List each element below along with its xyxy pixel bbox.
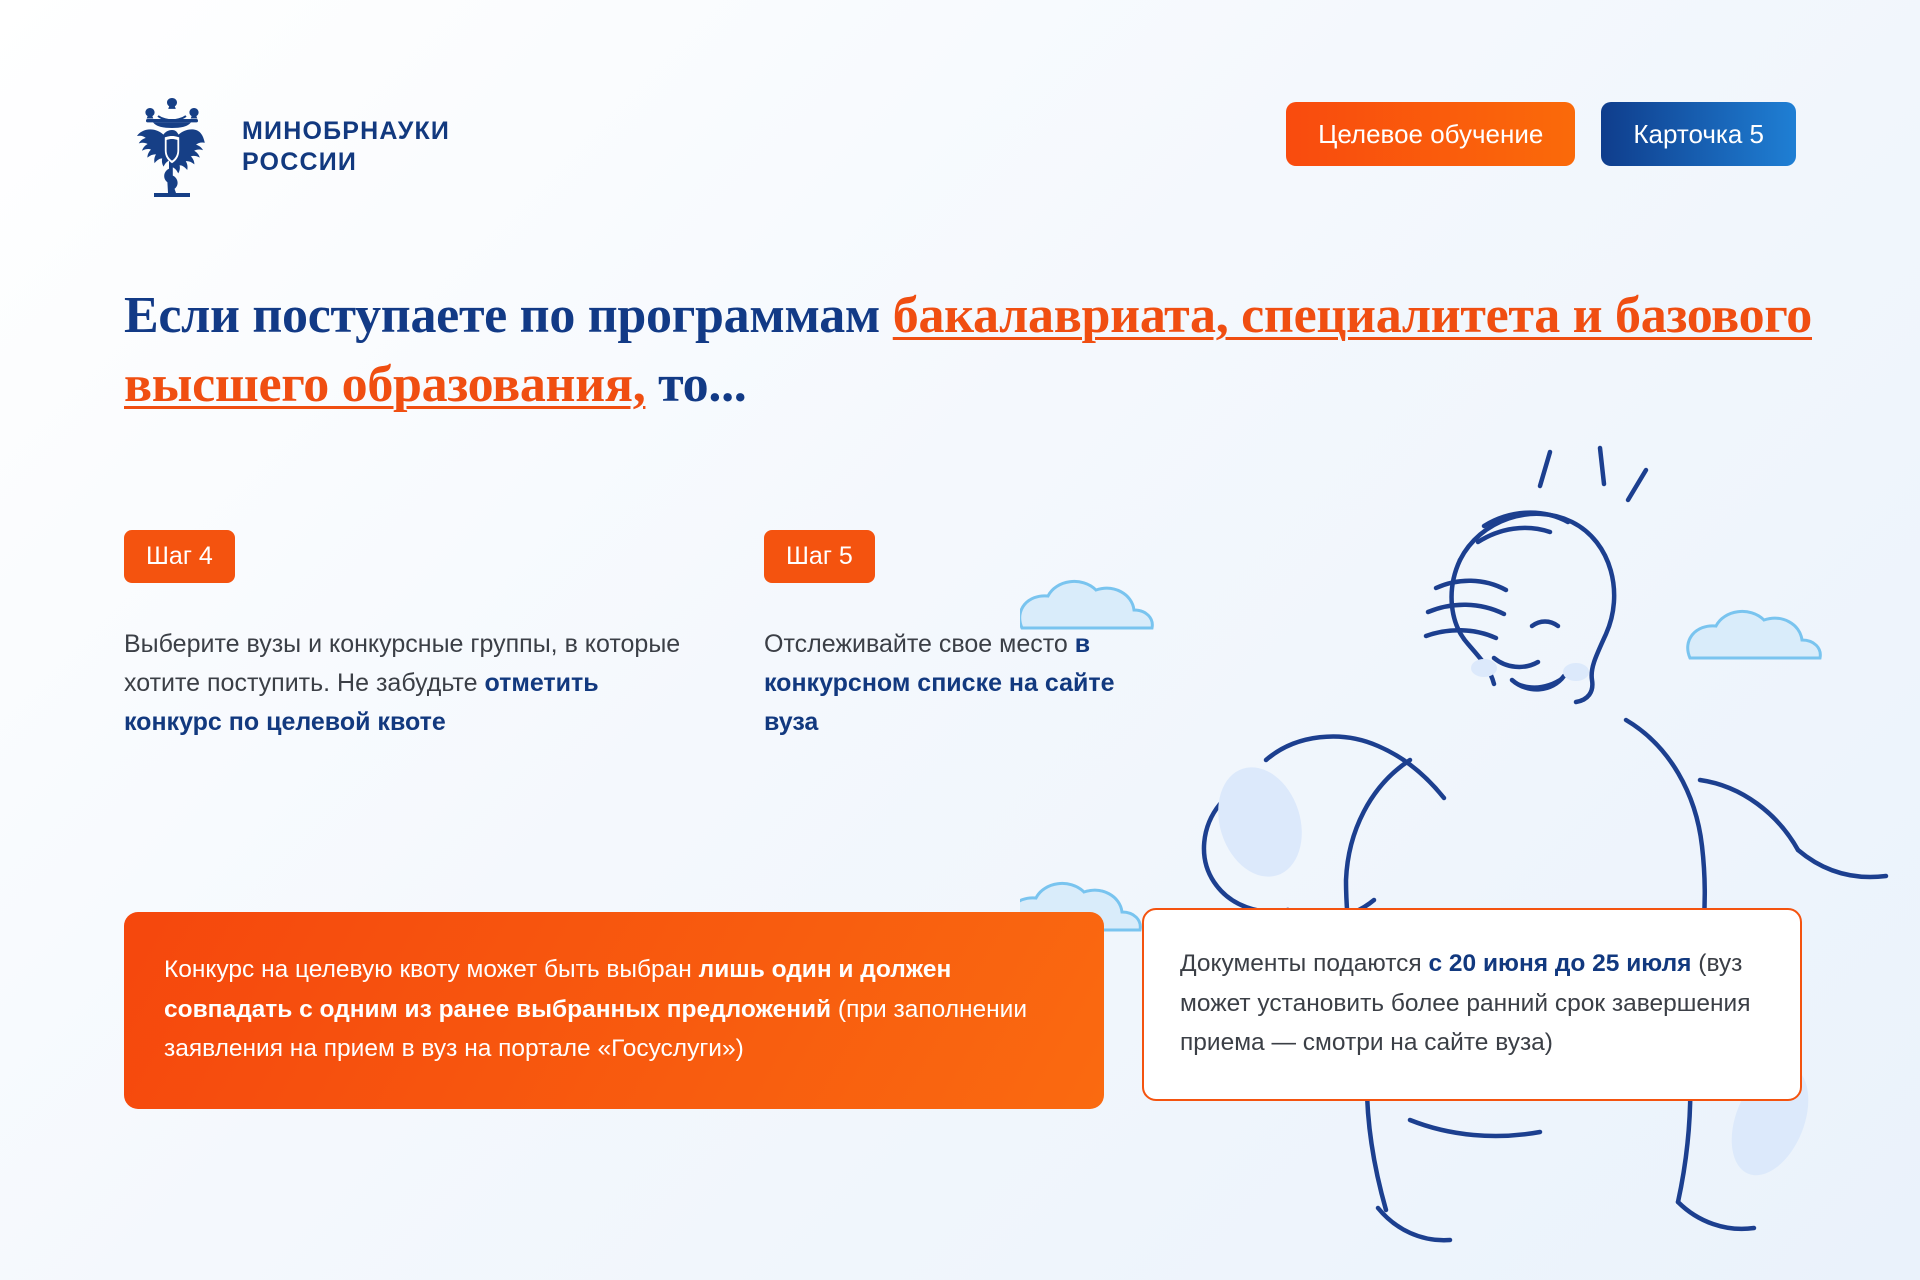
- header-badges: [1286, 102, 1796, 166]
- callout-white-end: (вуз может установить более ранний срок завершения приема — смотри на сайте вуза): [1180, 950, 1751, 1057]
- step-text-4: [124, 625, 684, 741]
- step-item-5: [764, 530, 1164, 741]
- page-title-part1: Если поступаете по программам: [124, 287, 893, 344]
- badge-topic: Целевое обучение: [1286, 102, 1575, 166]
- ministry-logo: [124, 92, 450, 202]
- callout-white: [1142, 908, 1802, 1101]
- badge-card-number: Карточка 5: [1601, 102, 1796, 166]
- step-chip-4: Шаг 4: [124, 530, 235, 583]
- ministry-logo-line1: МИНОБРНАУКИ: [242, 116, 451, 145]
- page-header: [0, 92, 1920, 202]
- step-text-5: [764, 625, 1164, 741]
- page-title: [124, 282, 1824, 419]
- page-title-part2: то...: [645, 355, 747, 413]
- step-text-5-start: Отслеживайте свое место: [764, 630, 1075, 658]
- step-text-4-start: Выберите вузы и конкурсные группы, в которые хотите поступить. Не забудьте: [124, 630, 681, 697]
- page-title-highlight: бакалавриата, специалитета и базового высшего образования,: [124, 287, 1812, 413]
- step-item-4: [124, 530, 684, 741]
- ministry-logo-text: [242, 116, 450, 179]
- callout-orange-bold: лишь один и должен совпадать с одним из ранее выбранных предложений: [164, 956, 952, 1023]
- step-text-5-bold: в конкурсном списке на сайте вуза: [764, 630, 1115, 736]
- callout-orange: [124, 912, 1104, 1109]
- callout-white-start: Документы подаются: [1180, 950, 1429, 977]
- russian-coat-of-arms-icon: [124, 92, 220, 202]
- ministry-logo-line2: РОССИИ: [242, 148, 358, 176]
- step-text-4-bold: отметить конкурс по целевой квоте: [124, 668, 599, 736]
- callout-orange-start: Конкурс на целевую квоту может быть выбран: [164, 956, 699, 983]
- step-chip-5: Шаг 5: [764, 530, 875, 583]
- callout-white-bold: с 20 июня до 25 июля: [1428, 950, 1692, 977]
- callout-orange-end: (при заполнении заявления на прием в вуз на портале «Госуслуги»): [164, 995, 1028, 1063]
- person-looking-into-distance-illustration: [1080, 430, 1920, 1260]
